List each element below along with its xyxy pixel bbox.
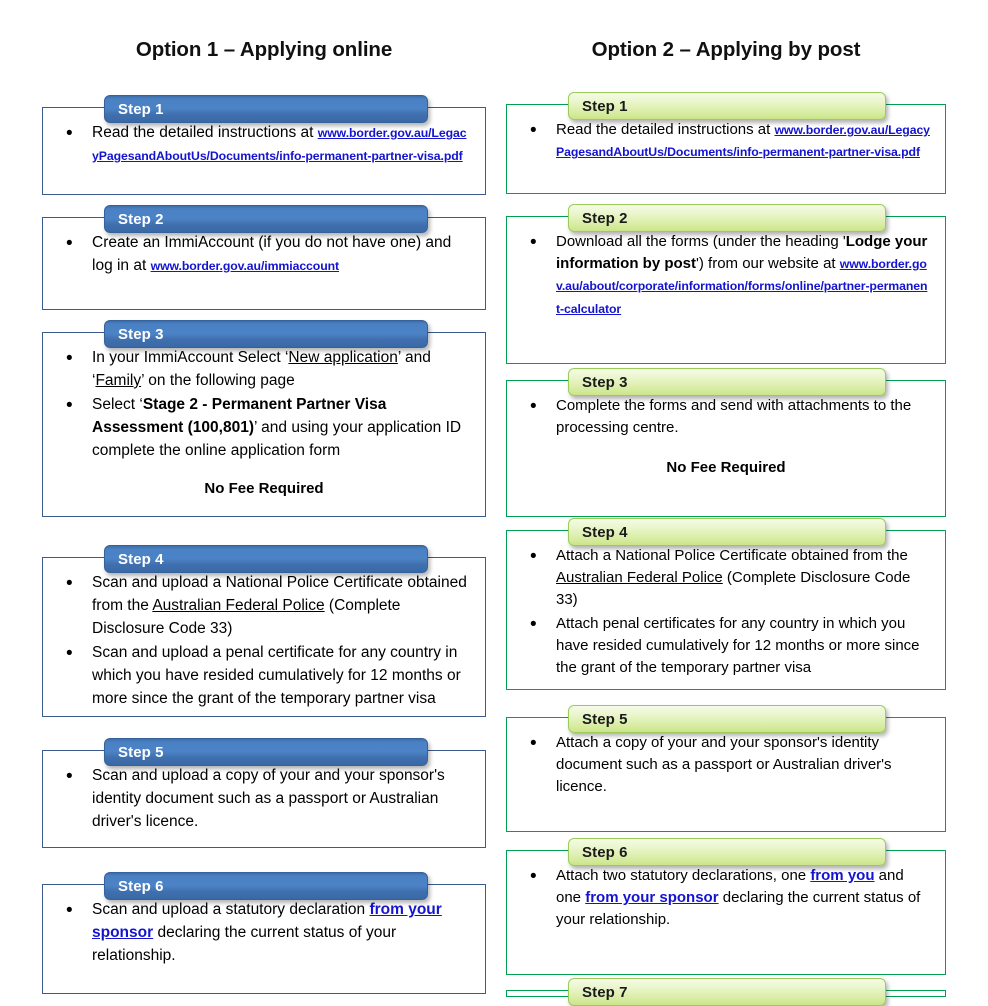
step-bullet-list bbox=[521, 119, 931, 163]
fee-notice: No Fee Required bbox=[666, 459, 786, 477]
step-tab bbox=[568, 368, 886, 396]
step-tab bbox=[568, 705, 886, 733]
step-bullet-list bbox=[521, 545, 931, 679]
url-link[interactable]: www.border.gov.au/about/corporate/information/forms/online/partner-permanent-calculator bbox=[556, 257, 928, 316]
underlined-text: Australian Federal Police bbox=[152, 596, 325, 614]
step-tab-label: Step 5 bbox=[118, 743, 164, 761]
body-text: In your ImmiAccount Select ‘ bbox=[92, 349, 289, 366]
step-tab-label: Step 3 bbox=[582, 373, 628, 391]
step-bullet-list bbox=[57, 232, 471, 278]
step-bullet-list bbox=[57, 122, 471, 168]
step-bullet-list bbox=[521, 231, 931, 320]
step-bullet-item bbox=[521, 545, 931, 612]
step-bullet-list bbox=[521, 865, 931, 932]
step-tab bbox=[104, 545, 428, 573]
body-text: (Complete Disclosure Code 33) bbox=[556, 569, 911, 609]
column-title-option-2: Option 2 – Applying by post bbox=[591, 38, 861, 61]
step-card-body bbox=[506, 216, 946, 364]
step-card-body bbox=[506, 717, 946, 832]
step-tab-label: Step 6 bbox=[118, 877, 164, 895]
body-text: and one bbox=[556, 867, 904, 907]
step-card-body bbox=[506, 530, 946, 690]
url-link[interactable]: www.border.gov.au/LegacyPagesandAboutUs/Documents/info-permanent-partner-visa.pdf bbox=[556, 123, 930, 160]
step-bullet-list bbox=[57, 347, 471, 463]
step-bullet-item bbox=[57, 122, 471, 168]
step-tab bbox=[568, 204, 886, 232]
step-bullet-list bbox=[521, 732, 931, 799]
step-bullet-item bbox=[521, 395, 931, 439]
step-tab bbox=[104, 738, 428, 766]
step-content bbox=[43, 333, 485, 512]
step-card-body bbox=[42, 884, 486, 994]
step-tab-label: Step 4 bbox=[582, 523, 628, 541]
step-bullet-item bbox=[57, 642, 471, 711]
step-tab-label: Step 5 bbox=[582, 710, 628, 728]
step-tab bbox=[568, 518, 886, 546]
fee-notice: No Fee Required bbox=[204, 479, 324, 497]
step-tab-label: Step 1 bbox=[118, 100, 164, 118]
body-text: ’ and using your application ID complete the online application form bbox=[92, 418, 462, 459]
body-text: Scan and upload a National Police Certificate obtained from the bbox=[92, 574, 467, 614]
step-bullet-item bbox=[57, 765, 471, 834]
body-text: Scan and upload a penal certificate for any country in which you have resided cumulatively for 12 months or more since the grant of the temporary partner visa bbox=[92, 643, 461, 707]
step-tab bbox=[104, 320, 428, 348]
step-bullet-list bbox=[57, 899, 471, 968]
body-text: Attach two statutory declarations, one bbox=[556, 867, 811, 884]
step-tab-label: Step 4 bbox=[118, 550, 164, 568]
step-bullet-item bbox=[57, 899, 471, 968]
body-text: Complete the forms and send with attachments to the processing centre. bbox=[556, 397, 912, 437]
step-bullet-list bbox=[521, 395, 931, 439]
step-bullet-item bbox=[521, 613, 931, 680]
step-bullet-list bbox=[57, 765, 471, 834]
step-content bbox=[43, 558, 485, 724]
step-bullet-item bbox=[57, 232, 471, 278]
inline-link[interactable]: from you bbox=[810, 867, 875, 884]
body-text: Select ‘ bbox=[92, 395, 143, 413]
body-text: Read the detailed instructions at bbox=[556, 121, 775, 138]
column-title-option-1: Option 1 – Applying online bbox=[135, 38, 393, 61]
step-card-body bbox=[506, 850, 946, 975]
body-text: (Complete Disclosure Code 33) bbox=[92, 596, 401, 637]
step-content bbox=[507, 531, 945, 692]
step-tab-label: Step 3 bbox=[118, 325, 164, 343]
body-text: Attach penal certificates for any country in which you have resided cumulatively for 12 months or more since the grant of the temporary partner visa bbox=[556, 614, 920, 676]
step-tab-label: Step 6 bbox=[582, 843, 628, 861]
body-text: ’ and ‘ bbox=[92, 349, 431, 389]
step-bullet-item bbox=[57, 572, 471, 641]
emphasised-text: Lodge your information by post bbox=[556, 233, 928, 273]
step-card-body bbox=[42, 557, 486, 717]
body-text: Attach a copy of your and your sponsor's identity document such as a passport or Australian driver's licence. bbox=[556, 734, 892, 796]
body-text: Attach a National Police Certificate obtained from the bbox=[556, 547, 908, 564]
step-content bbox=[507, 381, 945, 492]
body-text: declaring the current status of your relationship. bbox=[556, 889, 921, 929]
step-tab bbox=[104, 872, 428, 900]
underlined-text: New application bbox=[288, 349, 398, 366]
body-text: declaring the current status of your relationship. bbox=[92, 923, 397, 964]
emphasised-text: Stage 2 - Permanent Partner Visa Assessment (100,801) bbox=[92, 395, 387, 436]
step-bullet-item bbox=[521, 865, 931, 932]
inline-link[interactable]: from your sponsor bbox=[585, 889, 719, 907]
underlined-text: Family bbox=[95, 371, 142, 389]
step-bullet-list bbox=[57, 572, 471, 711]
body-text: Scan and upload a statutory declaration bbox=[92, 901, 370, 918]
step-card-body bbox=[42, 332, 486, 517]
step-content bbox=[507, 217, 945, 333]
step-tab bbox=[568, 838, 886, 866]
body-text: ’ on the following page bbox=[141, 371, 295, 389]
url-link[interactable]: www.border.gov.au/LegacyPagesandAboutUs/Documents/info-permanent-partner-visa.pdf bbox=[92, 126, 467, 163]
body-text: Download all the forms (under the heading ' bbox=[556, 233, 846, 250]
underlined-text: Australian Federal Police bbox=[556, 569, 723, 587]
step-tab-label: Step 2 bbox=[118, 210, 164, 228]
inline-link[interactable]: from your sponsor bbox=[92, 901, 442, 941]
step-bullet-item bbox=[57, 394, 471, 463]
body-text: ') from our website at bbox=[696, 255, 840, 273]
step-bullet-item bbox=[521, 732, 931, 799]
step-tab bbox=[104, 205, 428, 233]
step-tab bbox=[568, 92, 886, 120]
url-link[interactable]: www.border.gov.au/immiaccount bbox=[150, 258, 340, 273]
step-tab bbox=[568, 978, 886, 1006]
body-text: Read the detailed instructions at bbox=[92, 124, 318, 141]
step-bullet-item bbox=[521, 119, 931, 163]
step-tab-label: Step 7 bbox=[582, 983, 628, 1001]
step-tab bbox=[104, 95, 428, 123]
step-tab-label: Step 1 bbox=[582, 97, 628, 115]
step-card-body bbox=[506, 380, 946, 517]
body-text: Create an ImmiAccount (if you do not have one) and log in at bbox=[92, 234, 452, 274]
step-bullet-item bbox=[521, 231, 931, 320]
step-bullet-item bbox=[57, 347, 471, 393]
body-text: Scan and upload a copy of your and your sponsor's identity document such as a passport or Australian driver's licence. bbox=[92, 767, 445, 830]
step-tab-label: Step 2 bbox=[582, 209, 628, 227]
